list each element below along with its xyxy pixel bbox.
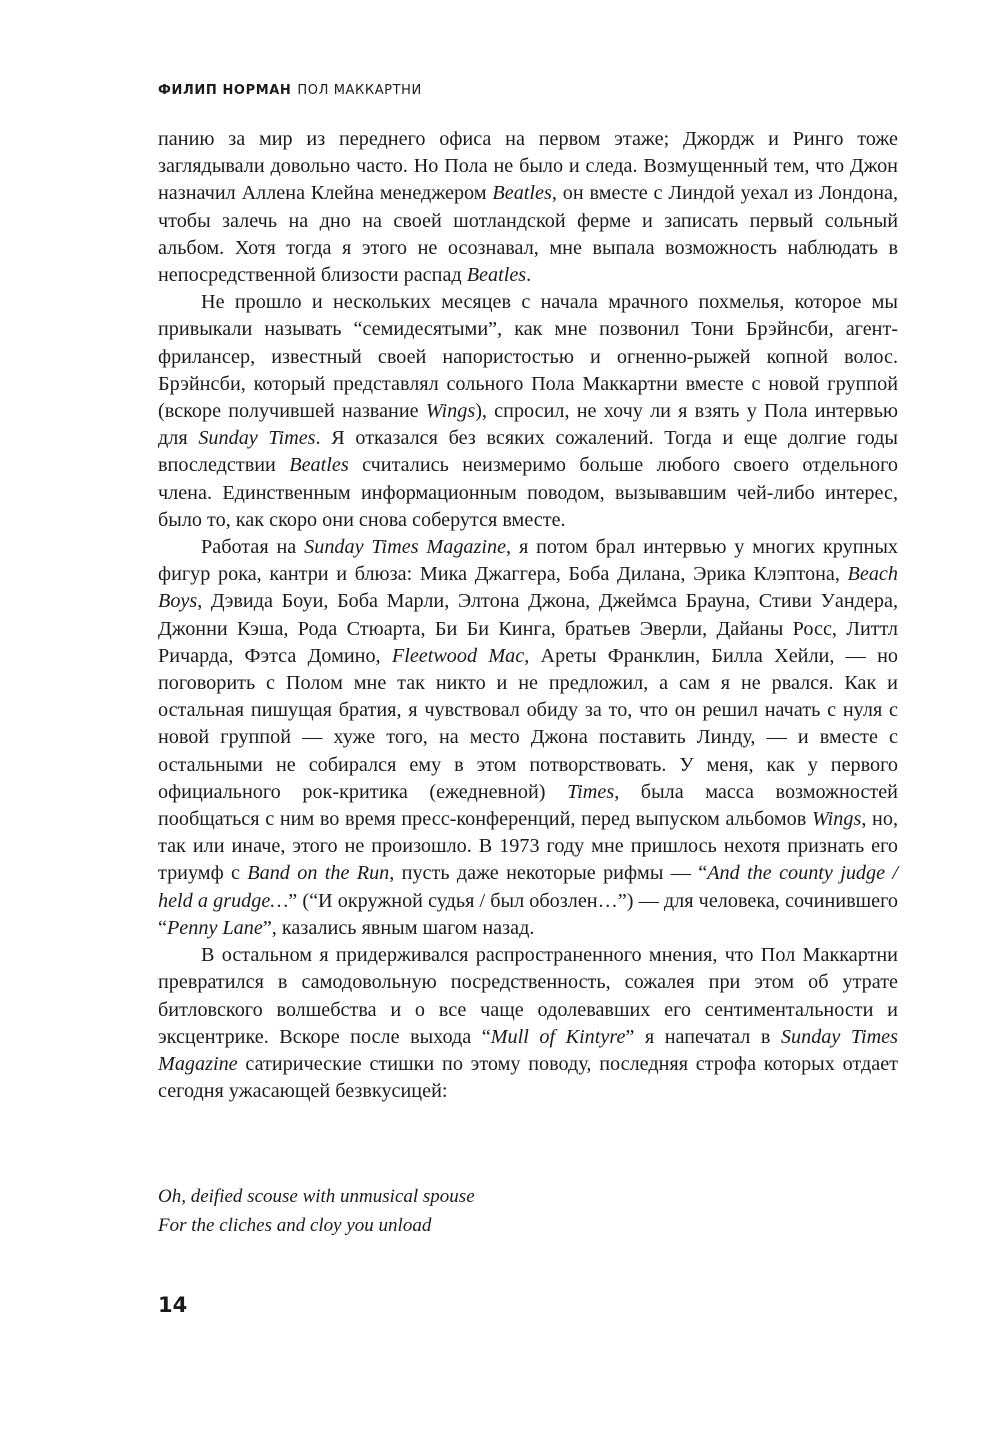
text-run: , но, так или иначе, этого не произошло. В 1973 году мне пришлось нехотя признать его триумф с [158,808,898,885]
italic-title: Sunday Times [198,427,316,450]
text-run: ” (“И окружной судья / был обозлен…”) — для человека, сочинившего “ [158,889,898,939]
italic-title: Beatles [466,264,527,287]
text-run: . [526,264,532,287]
italic-title: Wings [811,808,862,831]
text-run: панию за мир из переднего офиса на первом этаже; Джордж и Ринго тоже заглядывали довольно часто. Но Пола не было и следа. Возмущенный тем, что Джон назначил Аллена Клейна менеджером [158,128,898,205]
italic-title: Beach Boys [158,563,898,613]
italic-title: And the county judge / held a grudge… [158,862,899,912]
poem-line: For the cliches and cloy you unload [158,1215,432,1236]
text-run: , Ареты Франклин, Билла Хейли, — но поговорить с Полом мне так никто и не предложил, а сам я не рвался. Как и остальная пишущая братия, я чувствовал обиду за то, что он решил начать с нуля с новой группой — хуже того, на место Джона поставить Линду, — и вместе с остальными не собирался ему в этом потворствовать. У меня, как у первого официального рок-критика (ежедневной) [158,644,899,803]
text-run: , Дэвида Боуи, Боба Марли, Элтона Джона, Джеймса Брауна, Стиви Уандера, Джонни Кэша, Рода Стюарта, Би Би Кинга, братьев Эверли, Дайаны Росс, Литтл Ричарда, Фэтса Домино, [158,590,898,667]
running-head [158,83,422,98]
italic-title: Beatles [289,454,349,477]
text-run: , пусть даже некоторые рифмы — “ [389,862,708,885]
text-run: , я потом брал интервью у многих крупных фигур рока, кантри и блюза: Мика Джаггера, Боба Дилана, Эрика Клэптона, [158,536,898,586]
italic-title: Beatles [492,182,552,205]
text-run: Работая на [201,536,305,559]
body-text [158,126,898,1105]
text-run: . Я отказался без всяких сожалений. Тогда и еще долгие годы впоследствии [158,427,898,477]
paragraph [158,289,898,534]
italic-title: Mull of Kintyre [490,1025,626,1048]
text-run: сатирические стишки по этому поводу, последняя строфа которых отдает сегодня ужасающей безвкусицей: [158,1052,898,1103]
italic-title: Sunday Times Magazine [158,1025,898,1075]
text-run: ), спросил, не хочу ли я взять у Пола интервью для [158,400,899,450]
paragraph [158,942,898,1105]
text-run: ” я напечатал в [625,1025,781,1048]
text-run: В остальном я придерживался распространенного мнения, что Пол Маккартни превратился в самодовольную посредственность, сожалея при этом об утрате битловского волшебства и о все чаще одолевавших его сентиментальности и эксцентрике. Вскоре после выхода “ [158,944,898,1048]
page-number: 14 [158,1293,188,1317]
running-head-book-title: ПОЛ МАККАРТНИ [297,83,422,98]
poem-line: Oh, deified scouse with unmusical spouse [158,1186,475,1207]
italic-title: Wings [425,400,476,423]
paragraph [158,126,898,289]
italic-title: Times [567,780,615,803]
paragraph [158,534,898,942]
italic-title: Penny Lane [166,916,263,939]
text-run: Не прошло и нескольких месяцев с начала мрачного похмелья, которое мы привыкали называть “семидесятыми”, как мне позвонил Тони Брэйнсби, агент-фрилансер, известный своей напористостью и огненно-рыжей копной волос. Брэйнсби, который представлял сольного Пола Маккартни вместе с новой группой (вскоре получившей название [158,291,898,423]
text-run: считались неизмеримо больше любого своего отдельного члена. Единственным информационным поводом, вызывавшим чей-либо интерес, было то, как скоро они снова соберутся вместе. [158,454,898,531]
italic-title: Fleetwood Mac [391,644,525,667]
running-head-author: ФИЛИП НОРМАН [158,83,292,98]
text-run: , он вместе с Линдой уехал из Лондона, чтобы залечь на дно на своей шотландской ферме и записать первый сольный альбом. Хотя тогда я этого не осознавал, мне выпала возможность наблюдать в непосредственной близости распад [158,182,899,287]
poem-excerpt [158,1182,475,1240]
text-run: , была масса возможностей пообщаться с ним во время пресс-конференций, перед выпуском альбомов [158,780,898,831]
italic-title: Sunday Times Magazine [304,536,507,559]
text-run: ”, казались явным шагом назад. [262,916,535,939]
italic-title: Band on the Run [247,862,390,885]
